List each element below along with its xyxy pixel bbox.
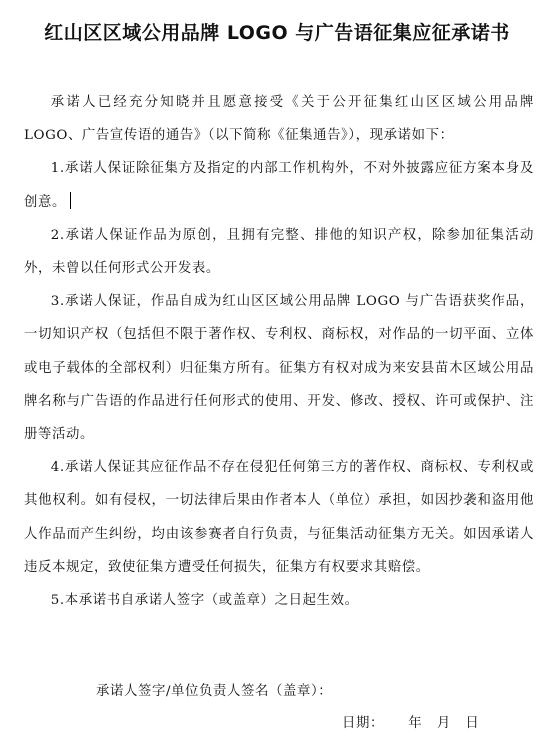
- clause-4-paragraph: 4.承诺人保证其应征作品不存在侵犯任何第三方的著作权、商标权、专利权或其他权利。如有侵权，一切法律后果由作者本人（单位）承担，如因抄袭和盗用他人作品而产生纠纷，均由该参赛者自行负责，与征集活动征集方无关。如因承诺人违反本规定，致使征集方遭受任何损失，征集方有权要求其赔偿。: [24, 460, 534, 575]
- clause-1-paragraph: [24, 152, 534, 218]
- signature-label: 承诺人签字/单位负责人签名（盖章）：: [96, 684, 333, 699]
- text-cursor: [70, 192, 72, 209]
- clause-3-paragraph: 3.承诺人保证，作品自成为红山区区域公用品牌 LOGO 与广告语获奖作品，一切知识产权（包括但不限于著作权、专利权、商标权，对作品的一切平面、立体或电子载体的全部权利）归征集方所有。征集方有权对成为来安县苗木区域公用品牌名称与广告语的作品进行任何形式的使用、开发、修改、授权、许可或保护、注册等活动。: [24, 294, 534, 443]
- document-body[interactable]: [24, 86, 534, 617]
- clause-2-paragraph: 2.承诺人保证作品为原创，且拥有完整、排他的知识产权，除参加征集活动外，未曾以任何形式公开发表。: [24, 227, 534, 277]
- document-title: 红山区区域公用品牌 LOGO 与广告语征集应征承诺书: [44, 22, 510, 44]
- date-label: 日期： 年 月 日: [342, 716, 480, 731]
- clause-1-text: 1.承诺人保证除征集方及指定的内部工作机构外，不对外披露应征方案本身及创意。: [24, 161, 534, 210]
- clause-5-paragraph: 5.本承诺书自承诺人签字（或盖章）之日起生效。: [50, 593, 359, 609]
- intro-paragraph: 承诺人已经充分知晓并且愿意接受《关于公开征集红山区区域公用品牌 LOGO、广告宣传语的通告》（以下简称《征集通告》），现承诺如下：: [24, 95, 534, 144]
